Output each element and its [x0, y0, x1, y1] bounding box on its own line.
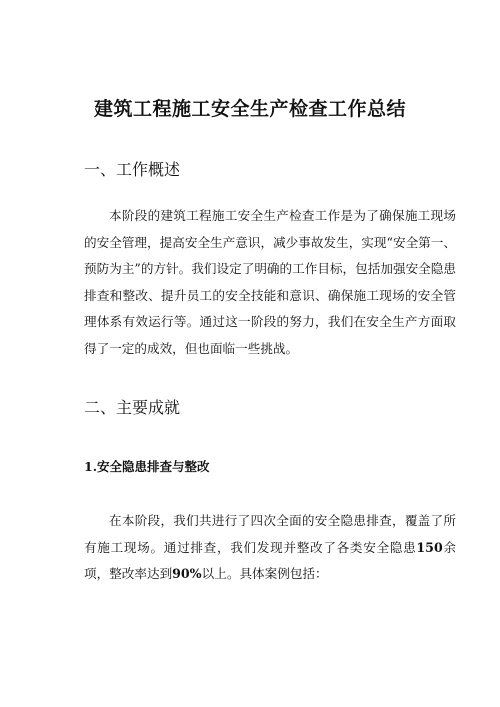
overview-paragraph: 本阶段的建筑工程施工安全生产检查工作是为了确保施工现场的安全管理，提高安全生产意识，减少事故发生，实现“安全第一、预防为主”的方针。我们设定了明确的工作目标，包括加强安全隐患排查和整改、提升员工的安全技能和意识、确保施工现场的安全管理体系有效运行等。通过这一阶段的努力，我们在安全生产方面取得了一定的成效，但也面临一些挑战。 [84, 208, 456, 356]
paragraph-text-part: 余项，整改率达到 [84, 539, 457, 582]
hazard-count-value: 150 [416, 539, 443, 555]
subsection-heading-hazard-inspection: 1.安全隐患排查与整改 [84, 459, 210, 474]
paragraph-text-part: 在本阶段，我们共进行了四次全面的安全隐患排查，覆盖了所有施工现场。通过排查，我们发现并整改了各类安全隐患 [84, 513, 456, 555]
hazard-inspection-paragraph [84, 508, 456, 588]
paragraph-text-part: 以上。具体案例包括： [201, 566, 328, 582]
section-heading-achievements: 二、主要成就 [84, 398, 181, 417]
section-heading-overview: 一、工作概述 [84, 160, 181, 179]
rectification-rate-value: 90% [172, 566, 202, 582]
document-title: 建筑工程施工安全生产检查工作总结 [93, 98, 406, 120]
